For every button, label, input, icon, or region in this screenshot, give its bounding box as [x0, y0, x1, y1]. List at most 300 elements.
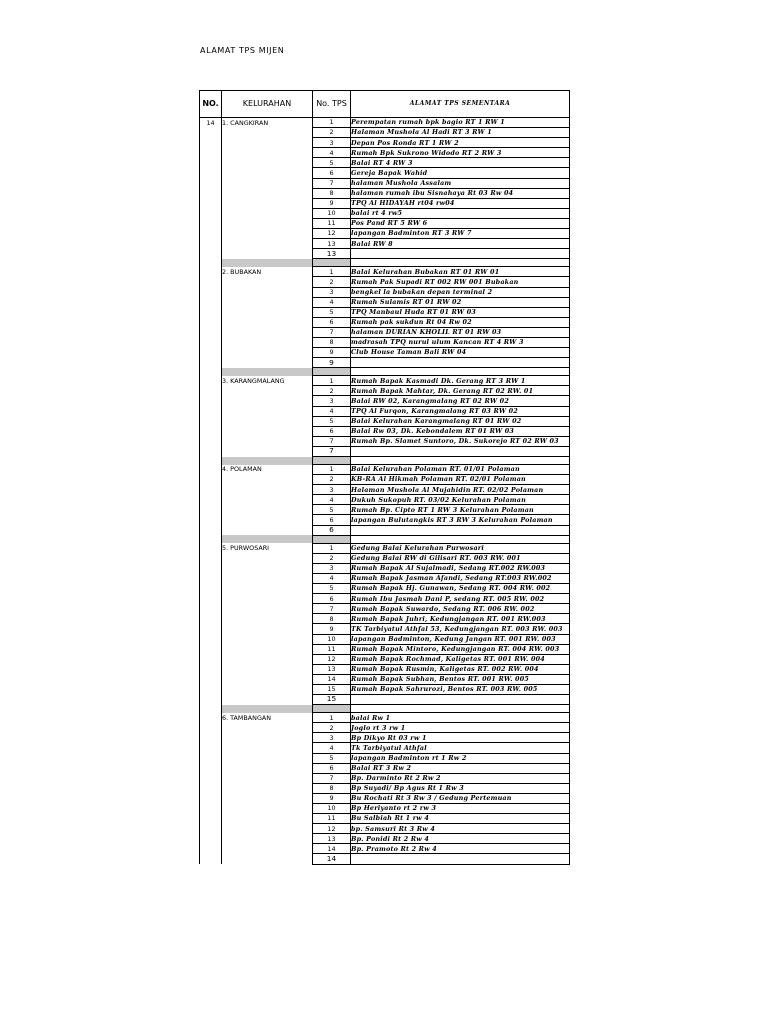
kelurahan-name [222, 138, 313, 148]
kelurahan-name [222, 436, 313, 446]
tps-address: Balai RT 4 RW 3 [351, 158, 570, 168]
row-number [200, 495, 222, 505]
separator-address [351, 259, 570, 267]
kelurahan-name [222, 743, 313, 753]
row-number [200, 337, 222, 347]
kelurahan-name: 1. CANGKIRAN [222, 118, 313, 128]
tps-number: 10 [313, 804, 351, 814]
row-number [200, 713, 222, 723]
kelurahan-name [222, 644, 313, 654]
tps-address: Bp Dikyo Rt 03 rw 1 [351, 733, 570, 743]
row-number [200, 763, 222, 773]
tps-address: Rumah Ibu Jasmah Dani P, sedang RT. 005 RW. 002 [351, 594, 570, 604]
kelurahan-name [222, 327, 313, 337]
tps-number: 2 [313, 128, 351, 138]
table-row [200, 773, 570, 783]
tps-number: 3 [313, 485, 351, 495]
group-separator-row [200, 705, 570, 713]
kelurahan-name [222, 684, 313, 694]
tps-number: 10 [313, 634, 351, 644]
tps-address: Pos Pand RT 5 RW 6 [351, 218, 570, 228]
table-row [200, 436, 570, 446]
kelurahan-name: 2. BUBAKAN [222, 267, 313, 277]
tps-address: Rumah Bapak Subhan, Bentos RT. 001 RW. 005 [351, 674, 570, 684]
tps-number: 5 [313, 753, 351, 763]
address-empty [351, 854, 570, 864]
kelurahan-name [222, 753, 313, 763]
tps-number: 2 [313, 723, 351, 733]
kelurahan-name [222, 307, 313, 317]
row-number [200, 208, 222, 218]
kelurahan-empty [222, 249, 313, 259]
table-row [200, 505, 570, 515]
table-row [200, 634, 570, 644]
table-row [200, 844, 570, 854]
table-row [200, 763, 570, 773]
row-number [200, 327, 222, 337]
tps-address: Bu Salbiah Rt 1 rw 4 [351, 814, 570, 824]
table-row [200, 753, 570, 763]
group-total-row [200, 446, 570, 456]
table-row [200, 178, 570, 188]
tps-number: 1 [313, 713, 351, 723]
table-row [200, 475, 570, 485]
table-row [200, 426, 570, 436]
tps-number: 2 [313, 386, 351, 396]
row-number [200, 485, 222, 495]
table-row [200, 723, 570, 733]
tps-number: 14 [313, 674, 351, 684]
tps-total: 15 [313, 695, 351, 705]
tps-address: halaman DURIAN KHOLIL RT 01 RW 03 [351, 327, 570, 337]
tps-address: lapangan Badminton RT 3 RW 7 [351, 229, 570, 239]
kelurahan-name [222, 624, 313, 634]
table-row [200, 485, 570, 495]
tps-address: Balai Kelurahan Karangmalang RT 01 RW 02 [351, 416, 570, 426]
row-number [200, 148, 222, 158]
table-row [200, 793, 570, 803]
tps-number: 8 [313, 337, 351, 347]
address-empty [351, 446, 570, 456]
tps-number: 6 [313, 168, 351, 178]
tps-number: 1 [313, 376, 351, 386]
tps-address: bp. Samsuri Rt 3 Rw 4 [351, 824, 570, 834]
row-number [200, 664, 222, 674]
separator-no [200, 457, 222, 465]
kelurahan-name [222, 563, 313, 573]
tps-address: Rumah Bapak Suwardo, Sedang RT. 006 RW. 002 [351, 604, 570, 614]
kelurahan-empty [222, 695, 313, 705]
tps-address: halaman rumah ibu Sisnahaya Rt 03 Rw 04 [351, 188, 570, 198]
kelurahan-name [222, 594, 313, 604]
tps-address: Rumah Bapak Hj. Gunawan, Sedang RT. 004 RW. 002 [351, 584, 570, 594]
table-row [200, 317, 570, 327]
tps-number: 2 [313, 553, 351, 563]
document-title: ALAMAT TPS MIJEN [200, 46, 285, 55]
tps-address: Balai Kelurahan Polaman RT. 01/01 Polaman [351, 465, 570, 475]
tps-address: Rumah Bp. Cipto RT 1 RW 3 Kelurahan Polaman [351, 505, 570, 515]
kelurahan-empty [222, 525, 313, 535]
tps-address: Tk Tarbiyatul Athfal [351, 743, 570, 753]
kelurahan-name [222, 208, 313, 218]
kelurahan-name [222, 584, 313, 594]
kelurahan-name [222, 814, 313, 824]
tps-address: balai rt 4 rw5 [351, 208, 570, 218]
tps-address: Bp Suyadi/ Bp Agus Rt 1 Rw 3 [351, 783, 570, 793]
row-number [200, 138, 222, 148]
tps-number: 5 [313, 584, 351, 594]
kelurahan-name [222, 573, 313, 583]
tps-address: Gedung Balai Kelurahan Purwosari [351, 543, 570, 553]
tps-number: 12 [313, 229, 351, 239]
tps-address: Balai RW 8 [351, 239, 570, 249]
tps-number: 12 [313, 824, 351, 834]
table-header-row [200, 91, 570, 118]
kelurahan-name [222, 128, 313, 138]
row-number [200, 674, 222, 684]
table-row [200, 229, 570, 239]
table-row [200, 624, 570, 634]
tps-number: 9 [313, 624, 351, 634]
row-number [200, 824, 222, 834]
row-number [200, 844, 222, 854]
tps-table [199, 90, 570, 865]
table-row [200, 465, 570, 475]
tps-address: Rumah Bapak Jasman Afandi, Sedang RT.003 RW.002 [351, 573, 570, 583]
kelurahan-name [222, 317, 313, 327]
tps-number: 3 [313, 396, 351, 406]
kelurahan-name [222, 287, 313, 297]
tps-address: Bp. Ponidi Rt 2 Rw 4 [351, 834, 570, 844]
table-row [200, 664, 570, 674]
tps-address: Depan Pos Ronda RT 1 RW 2 [351, 138, 570, 148]
tps-address: Balai RT 3 Rw 2 [351, 763, 570, 773]
tps-number: 7 [313, 327, 351, 337]
row-number [200, 297, 222, 307]
tps-address: Bp Heriyanto rt 2 rw 3 [351, 804, 570, 814]
row-number [200, 416, 222, 426]
tps-address: Club House Taman Bali RW 04 [351, 348, 570, 358]
row-number [200, 267, 222, 277]
tps-number: 2 [313, 277, 351, 287]
table-row [200, 783, 570, 793]
tps-total: 9 [313, 358, 351, 368]
row-number-empty [200, 525, 222, 535]
header-no-tps: No. TPS [313, 91, 351, 118]
kelurahan-name [222, 239, 313, 249]
row-number [200, 475, 222, 485]
table-row [200, 158, 570, 168]
tps-address: Bp. Darminto Rt 2 Rw 2 [351, 773, 570, 783]
row-number [200, 733, 222, 743]
row-number-empty [200, 249, 222, 259]
tps-number: 8 [313, 783, 351, 793]
kelurahan-name [222, 198, 313, 208]
kelurahan-empty [222, 854, 313, 864]
table-row [200, 594, 570, 604]
table-row [200, 674, 570, 684]
separator-shade [313, 705, 351, 713]
tps-number: 11 [313, 218, 351, 228]
table-row [200, 416, 570, 426]
table-row [200, 824, 570, 834]
tps-address: Rumah Bapak Mintoro, Kedungjangan RT. 004 RW. 003 [351, 644, 570, 654]
kelurahan-name [222, 654, 313, 664]
tps-number: 1 [313, 543, 351, 553]
table-row [200, 287, 570, 297]
kelurahan-name [222, 783, 313, 793]
kelurahan-name [222, 188, 313, 198]
table-row [200, 148, 570, 158]
table-row [200, 684, 570, 694]
table-row [200, 644, 570, 654]
group-total-row [200, 854, 570, 864]
row-number [200, 436, 222, 446]
tps-number: 3 [313, 138, 351, 148]
kelurahan-empty [222, 446, 313, 456]
separator-shade [313, 535, 351, 543]
tps-number: 1 [313, 465, 351, 475]
tps-number: 5 [313, 416, 351, 426]
row-number [200, 793, 222, 803]
group-total-row [200, 525, 570, 535]
tps-number: 7 [313, 773, 351, 783]
separator-shade [222, 259, 313, 267]
row-number [200, 376, 222, 386]
tps-number: 9 [313, 348, 351, 358]
kelurahan-name [222, 229, 313, 239]
table-body [200, 118, 570, 865]
kelurahan-name [222, 277, 313, 287]
row-number-empty [200, 446, 222, 456]
tps-address: Halaman Mushola Al Hadi RT 3 RW 1 [351, 128, 570, 138]
row-number [200, 594, 222, 604]
row-number [200, 317, 222, 327]
kelurahan-name [222, 505, 313, 515]
row-number [200, 553, 222, 563]
tps-address: balai Rw 1 [351, 713, 570, 723]
table-row [200, 396, 570, 406]
row-number [200, 634, 222, 644]
row-number [200, 287, 222, 297]
tps-number: 7 [313, 178, 351, 188]
separator-no [200, 535, 222, 543]
table-row [200, 563, 570, 573]
kelurahan-name [222, 834, 313, 844]
kelurahan-name [222, 515, 313, 525]
row-number [200, 396, 222, 406]
tps-address: Bu Rochati Rt 3 Rw 3 / Gedung Pertemuan [351, 793, 570, 803]
kelurahan-name [222, 664, 313, 674]
row-number [200, 386, 222, 396]
row-number [200, 198, 222, 208]
address-empty [351, 695, 570, 705]
header-no: NO. [200, 91, 222, 118]
tps-address: Balai RW 02, Karangmalang RT 02 RW 02 [351, 396, 570, 406]
table-row [200, 543, 570, 553]
table-row [200, 337, 570, 347]
separator-address [351, 535, 570, 543]
table-row [200, 297, 570, 307]
tps-address: TPQ Al Furqon, Karangmalang RT 03 RW 02 [351, 406, 570, 416]
row-number [200, 684, 222, 694]
row-number: 14 [200, 118, 222, 128]
row-number [200, 723, 222, 733]
tps-number: 8 [313, 188, 351, 198]
tps-number: 6 [313, 515, 351, 525]
row-number [200, 743, 222, 753]
table-row [200, 267, 570, 277]
tps-address: Rumah Bapak Kasmadi Dk. Gerang RT 3 RW 1 [351, 376, 570, 386]
kelurahan-name [222, 763, 313, 773]
tps-number: 11 [313, 644, 351, 654]
table-row [200, 515, 570, 525]
table-row [200, 118, 570, 128]
tps-number: 4 [313, 406, 351, 416]
kelurahan-name [222, 804, 313, 814]
row-number [200, 584, 222, 594]
row-number [200, 753, 222, 763]
tps-address: halaman Mushola Assalam [351, 178, 570, 188]
kelurahan-name [222, 475, 313, 485]
tps-number: 11 [313, 814, 351, 824]
tps-address: lapangan Bulutangkis RT 3 RW 3 Kelurahan Polaman [351, 515, 570, 525]
row-number [200, 804, 222, 814]
kelurahan-name [222, 148, 313, 158]
kelurahan-name [222, 348, 313, 358]
tps-address: Rumah Bapak Juhri, Kedungjangan RT. 001 RW.003 [351, 614, 570, 624]
separator-shade [313, 368, 351, 376]
separator-shade [313, 259, 351, 267]
tps-number: 12 [313, 654, 351, 664]
tps-number: 5 [313, 158, 351, 168]
table-row [200, 584, 570, 594]
tps-address: Gereja Bapak Wahid [351, 168, 570, 178]
table-row [200, 733, 570, 743]
separator-no [200, 705, 222, 713]
row-number [200, 426, 222, 436]
kelurahan-name [222, 218, 313, 228]
kelurahan-name [222, 426, 313, 436]
row-number [200, 229, 222, 239]
tps-address: Gedung Balai RW di Gilisari RT. 003 RW. 001 [351, 553, 570, 563]
row-number [200, 218, 222, 228]
tps-total: 7 [313, 446, 351, 456]
tps-number: 2 [313, 475, 351, 485]
row-number [200, 406, 222, 416]
row-number [200, 178, 222, 188]
tps-number: 8 [313, 614, 351, 624]
table-row [200, 138, 570, 148]
tps-address: Perempatan rumah bpk bagio RT 1 RW 1 [351, 118, 570, 128]
tps-number: 13 [313, 239, 351, 249]
kelurahan-name [222, 396, 313, 406]
tps-number: 14 [313, 844, 351, 854]
row-number [200, 573, 222, 583]
kelurahan-name [222, 158, 313, 168]
kelurahan-name: 4. POLAMAN [222, 465, 313, 475]
table-row [200, 495, 570, 505]
tps-number: 1 [313, 267, 351, 277]
tps-address: Rumah Bpk Sukrono Widodo RT 2 RW 3 [351, 148, 570, 158]
tps-total: 13 [313, 249, 351, 259]
kelurahan-name [222, 416, 313, 426]
row-number [200, 654, 222, 664]
row-number [200, 307, 222, 317]
tps-address: Rumah Bapak Rusmin, Kaligetas RT. 002 RW. 004 [351, 664, 570, 674]
tps-address: Balai Rw 03, Dk. Kebondalem RT 01 RW 03 [351, 426, 570, 436]
tps-number: 4 [313, 297, 351, 307]
tps-address: TPQ Manbaul Huda RT 01 RW 03 [351, 307, 570, 317]
row-number-empty [200, 695, 222, 705]
kelurahan-name [222, 844, 313, 854]
table-row [200, 348, 570, 358]
kelurahan-name [222, 634, 313, 644]
tps-number: 3 [313, 733, 351, 743]
kelurahan-name [222, 297, 313, 307]
row-number [200, 543, 222, 553]
row-number [200, 128, 222, 138]
tps-address: Rumah Sulamis RT 01 RW 02 [351, 297, 570, 307]
kelurahan-name [222, 773, 313, 783]
tps-address: Rumah pak sukdun Rt 04 Rw 02 [351, 317, 570, 327]
kelurahan-empty [222, 358, 313, 368]
row-number [200, 515, 222, 525]
table-row [200, 386, 570, 396]
address-empty [351, 525, 570, 535]
row-number [200, 814, 222, 824]
table-row [200, 168, 570, 178]
kelurahan-name: 6. TAMBANGAN [222, 713, 313, 723]
table-row [200, 743, 570, 753]
row-number [200, 168, 222, 178]
table-row [200, 834, 570, 844]
row-number [200, 624, 222, 634]
tps-number: 6 [313, 763, 351, 773]
table-row [200, 218, 570, 228]
separator-shade [222, 457, 313, 465]
kelurahan-name: 3. KARANGMALANG [222, 376, 313, 386]
tps-address: bengkel la bubakan depan terminal 2 [351, 287, 570, 297]
tps-address: Balai Kelurahan Bubakan RT 01 RW 01 [351, 267, 570, 277]
table-row [200, 198, 570, 208]
group-separator-row [200, 457, 570, 465]
table-row [200, 239, 570, 249]
kelurahan-name [222, 168, 313, 178]
kelurahan-name [222, 733, 313, 743]
row-number [200, 834, 222, 844]
kelurahan-name [222, 793, 313, 803]
tps-number: 6 [313, 317, 351, 327]
tps-number: 9 [313, 793, 351, 803]
tps-address: lapangan Badminton, Kedung Jangan RT. 001 RW. 003 [351, 634, 570, 644]
row-number [200, 348, 222, 358]
address-empty [351, 358, 570, 368]
row-number [200, 614, 222, 624]
table-row [200, 128, 570, 138]
kelurahan-name [222, 406, 313, 416]
table-row [200, 208, 570, 218]
separator-shade [313, 457, 351, 465]
table-row [200, 654, 570, 664]
row-number [200, 505, 222, 515]
tps-address: madrasah TPQ nurul ulum Kancan RT 4 RW 3 [351, 337, 570, 347]
tps-number: 10 [313, 208, 351, 218]
kelurahan-name [222, 178, 313, 188]
kelurahan-name [222, 824, 313, 834]
row-number [200, 277, 222, 287]
separator-address [351, 705, 570, 713]
